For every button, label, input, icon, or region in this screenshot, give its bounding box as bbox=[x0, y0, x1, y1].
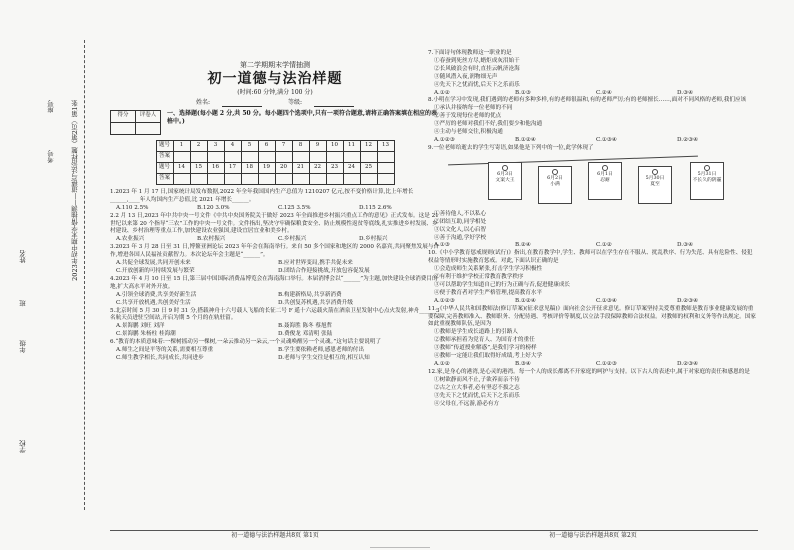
answer-option[interactable]: D.②③④ bbox=[677, 361, 699, 367]
tag-hole-icon bbox=[502, 165, 508, 171]
statement-item: ①树欲静而风不止,子欲养而亲不待 bbox=[434, 376, 520, 383]
answer-option[interactable]: B.①③ bbox=[515, 89, 531, 96]
answer-option[interactable]: B.③④ bbox=[515, 361, 531, 367]
school-label: 学校 bbox=[19, 440, 27, 453]
statement-item: ④父母在,不远游,游必有方 bbox=[434, 400, 500, 407]
answer-option[interactable]: A.①② bbox=[434, 361, 450, 367]
answer-cell[interactable] bbox=[326, 151, 343, 162]
question bbox=[428, 50, 758, 97]
page-footer-left: 初一道德与法治样题共8页 第1页 bbox=[110, 530, 440, 540]
tag-hole-icon bbox=[652, 169, 658, 175]
question-stem: 6.“教育的本质意味着:一棵树摇动另一棵树,一朵云推动另一朵云,一个灵魂唤醒另一个灵魂。”这句话主要说明了 bbox=[110, 339, 382, 346]
answer-option[interactable]: D.团结合作迎接挑战,开放包容促发展 bbox=[278, 267, 370, 274]
statement-item: ①教师是学生成长道路上的引路人 bbox=[434, 329, 518, 336]
statement-item: ①承认并接纳每一位老师的不同 bbox=[434, 105, 513, 112]
statement-item: ③随风潜入夜,润物细无声 bbox=[434, 73, 498, 80]
question-number-cell: 17 bbox=[224, 162, 241, 173]
question bbox=[110, 213, 440, 245]
answer-option[interactable]: B.农村振兴 bbox=[197, 236, 226, 243]
answer-cell[interactable] bbox=[224, 151, 241, 162]
answer-label: 答案 bbox=[156, 151, 173, 162]
question-stem: 8.小明在学习中发现,我们遇到的老师有多种多样,有的老师很温和,有的老师严厉;有的老师擅长……,面对不同风格的老师,我们应该 bbox=[428, 97, 747, 104]
question-number-label: 题号 bbox=[156, 162, 173, 173]
tag-rope bbox=[448, 155, 698, 165]
teacher-tags-illustration bbox=[428, 156, 758, 208]
answer-option[interactable]: A.引领全球消费,共享美好新生活 bbox=[116, 291, 197, 298]
answer-cell[interactable] bbox=[173, 151, 190, 162]
question bbox=[428, 306, 758, 369]
answer-cell[interactable] bbox=[258, 173, 275, 184]
answer-option[interactable]: C.①③④ bbox=[596, 297, 617, 304]
answer-option[interactable]: C.景海鹏 朱杨柱 桂海潮 bbox=[116, 331, 176, 338]
statement-item: ②善于发现每位老师的优点 bbox=[434, 113, 502, 120]
question-number-cell: 24 bbox=[343, 162, 360, 173]
answer-option[interactable]: B.120 3.0% bbox=[197, 204, 230, 211]
question-number-cell: 16 bbox=[207, 162, 224, 173]
statement-item: ③可以帮助学生知道自己的行为正确与否,促进健康成长 bbox=[434, 281, 571, 288]
answer-option[interactable]: A.①② bbox=[434, 89, 450, 96]
question-number-cell: 20 bbox=[275, 162, 292, 173]
answer-option[interactable]: C.乡村振兴 bbox=[278, 236, 307, 243]
answer-option[interactable]: C.①③④ bbox=[596, 136, 617, 143]
question-number-cell: 19 bbox=[258, 162, 275, 173]
answer-option[interactable]: D.②③④ bbox=[677, 136, 699, 143]
statement-item: ④便于教育者对学生严格管理,提高教育水平 bbox=[434, 289, 543, 296]
statement-item: ③以文化人,以心启智 bbox=[434, 226, 487, 233]
question-number-cell bbox=[377, 162, 394, 173]
question bbox=[110, 189, 440, 213]
message-tag bbox=[538, 166, 572, 204]
statement-item: ②教师承担着为党育人、为国育才的重任 bbox=[434, 337, 535, 344]
question-number-label: 题号 bbox=[156, 140, 173, 151]
message-tag bbox=[690, 162, 724, 200]
answer-option[interactable]: C.师生教学相长,共同成长,共同进步 bbox=[116, 354, 204, 361]
answer-cell[interactable] bbox=[275, 173, 292, 184]
answer-option[interactable]: A.110 2.5% bbox=[116, 204, 149, 211]
question bbox=[110, 339, 440, 363]
statement-item: ③教师“传道授业解惑”,是我们学习的榜样 bbox=[434, 345, 537, 352]
answer-cell[interactable] bbox=[377, 151, 394, 162]
question-stem: 11.《中华人民共和国教师法(修订草案)(征求意见稿)》面向社会公开征求意见。修订草案坚持关爱尊重教师是教育事业健康发展的重要保障,完善教师准入、教师职务、分配待遇、考核评价等制度,以立法手段保障教师合法权益。对教师的权利和义务等作出规定。国家如此重视教师队伍,是因为 bbox=[428, 305, 756, 328]
answer-option[interactable]: D.乡村振兴 bbox=[359, 236, 388, 243]
answer-cell[interactable] bbox=[190, 173, 207, 184]
statement-item: ①会造成师生关系紧张,打击学生学习积极性 bbox=[434, 266, 543, 273]
question-stem: 10.《中小学教育惩戒规则(试行)》指出,在教育教学中,学生、教师可以在学生存在不服从、扰乱秩序、行为失范、具有危险性、侵犯权益等情形时实施教育惩戒。对此,下面认识正确的是 bbox=[428, 250, 753, 265]
message-tag bbox=[488, 162, 522, 200]
grade-label: 等级: bbox=[287, 99, 302, 106]
seal-line-text: 2023年初中期末学情抽测——道德与法治样题（第2页）第1张 bbox=[71, 100, 79, 281]
binding-margin bbox=[0, 0, 110, 550]
question-number-cell: 9 bbox=[309, 140, 326, 151]
question-number-cell: 11 bbox=[343, 140, 360, 151]
question bbox=[110, 244, 440, 276]
answer-cell[interactable] bbox=[292, 151, 309, 162]
statement-item: ③严厉的老师对我们不好,我们要少和他沟通 bbox=[434, 121, 543, 128]
answer-option[interactable]: B.构建新格局,共享新消费 bbox=[278, 291, 342, 298]
answer-cell[interactable] bbox=[241, 151, 258, 162]
answer-option[interactable]: A.师生之间是平等的关系,需要相互尊重 bbox=[116, 347, 214, 354]
question-stem: 5.北京时间 5 月 30 日 9 时 31 分,搭载神舟十六号载人飞船的长征二号 F 遥十六运载火箭在酒泉卫星发射中心点火发射,神舟______3 名航天员进驻空间站,开启为期 5 个月的在轨驻留。 bbox=[110, 307, 440, 322]
answer-cell[interactable] bbox=[258, 151, 275, 162]
message-tag bbox=[638, 166, 672, 204]
question-number-cell: 23 bbox=[326, 162, 343, 173]
question bbox=[428, 250, 758, 305]
statement-item: ③先天下之忧而忧,后天下之乐而乐 bbox=[434, 392, 520, 399]
name-label: 姓名 bbox=[19, 250, 27, 263]
question-number-cell: 13 bbox=[377, 140, 394, 151]
answer-option[interactable]: B.②④ bbox=[515, 242, 531, 249]
option-list bbox=[428, 298, 758, 306]
seal-dashed-line bbox=[84, 40, 85, 510]
question-number-cell: 14 bbox=[173, 162, 190, 173]
statement-item: ②古之立大事者,必有坚忍不拔之志 bbox=[434, 384, 520, 391]
answer-cell[interactable] bbox=[326, 173, 343, 184]
question-number-cell: 22 bbox=[309, 162, 326, 173]
answer-cell[interactable] bbox=[309, 151, 326, 162]
question-stem: 2.2 月 13 日,2023 年中共中央一号文件《中共中央国务院关于做好 2023 年全面推进乡村振兴重点工作的意见》正式发布。这是 21 世纪以来第 20 个指导“三农”工作的中央一号文件。文件指出,坚决守牢确保粮食安全、防止规模性返贫等底线,扎实推进乡村发展、乡村建设、乡村治理等重点工作,加快建设农业强国,建设宜居宜业和美乡村。 bbox=[110, 212, 439, 235]
answer-cell[interactable] bbox=[224, 173, 241, 184]
question bbox=[428, 97, 758, 144]
answer-option[interactable]: A.景海鹏 刘旺 刘洋 bbox=[116, 323, 165, 330]
answer-cell[interactable] bbox=[377, 173, 394, 184]
right-questions-continued bbox=[428, 211, 758, 409]
score-cell-label: 得分 bbox=[111, 110, 136, 122]
answer-option[interactable]: B.聂海胜 陈冬 蔡旭哲 bbox=[278, 323, 333, 330]
question bbox=[110, 276, 440, 308]
answer-cell[interactable] bbox=[360, 173, 377, 184]
answer-cell[interactable] bbox=[207, 173, 224, 184]
page-2 bbox=[428, 50, 758, 540]
answer-cell[interactable] bbox=[173, 173, 190, 184]
answer-option[interactable]: A.①②③ bbox=[434, 297, 455, 304]
tag-text: 夏至 bbox=[650, 181, 660, 187]
answer-option[interactable]: A.①③ bbox=[434, 242, 450, 249]
exam-no-label: 考号 bbox=[47, 150, 55, 163]
bottom-rule bbox=[370, 547, 430, 548]
question-number-cell: 4 bbox=[224, 140, 241, 151]
statement-item: ④教师一定能让我们取得好成绩,考上好大学 bbox=[434, 353, 543, 360]
question-stem: 1.2023 年 1 月 17 日,国家统计局发布数据,2022 年全年我国国内生产总值为 1210207 亿元,按不变价格计算,比上年增长______,____年人均国内生产总值,比 2021 年增长______。 bbox=[110, 188, 414, 203]
tag-date: 6月2日 bbox=[547, 175, 563, 181]
option-list bbox=[110, 205, 440, 213]
score-cell[interactable] bbox=[111, 122, 136, 134]
page-1 bbox=[110, 50, 440, 540]
question bbox=[110, 308, 440, 340]
question-number-cell: 21 bbox=[292, 162, 309, 173]
seat-no-label: 座号 bbox=[47, 100, 55, 113]
question-number-cell: 25 bbox=[360, 162, 377, 173]
answer-cell[interactable] bbox=[343, 151, 360, 162]
statement-item: ①善待他人,不以私心 bbox=[434, 210, 487, 217]
grade-label: 年级 bbox=[19, 340, 27, 353]
exam-title: 初一道德与法治样题 bbox=[207, 71, 343, 87]
question-number-cell: 3 bbox=[207, 140, 224, 151]
score-box bbox=[110, 110, 161, 135]
tag-text: 不长久的阴霾 bbox=[692, 177, 722, 183]
answer-cell[interactable] bbox=[275, 151, 292, 162]
section-heading: 一、选择题(每小题 2 分,共 50 分。每小题四个选项中,只有一项符合题意,请将正确答案填在相应的表格中。) bbox=[167, 109, 437, 125]
option-list bbox=[428, 361, 758, 369]
answer-option[interactable]: C.①②③ bbox=[596, 361, 617, 367]
answer-cell[interactable] bbox=[292, 173, 309, 184]
answer-cell[interactable] bbox=[360, 151, 377, 162]
statement-item: ④善于沟通,学好学校 bbox=[434, 234, 487, 241]
question-number-cell: 10 bbox=[326, 140, 343, 151]
answer-cell[interactable] bbox=[241, 173, 258, 184]
question-stem: 4.2023 年 4 月 10 日至 15 日,第三届中国国际消费品博览会在海南海口举行。本届消博会以“______”为主题,加快建设全球消费目的地,扩大高水平对外开放。 bbox=[110, 275, 438, 290]
question-number-cell: 7 bbox=[275, 140, 292, 151]
right-questions bbox=[428, 50, 758, 153]
answer-table bbox=[156, 140, 395, 185]
name-grade-row bbox=[110, 99, 440, 107]
question-number-cell: 6 bbox=[258, 140, 275, 151]
grader-cell-label: 评卷人 bbox=[136, 110, 161, 122]
question bbox=[428, 369, 758, 409]
tag-text: 小满 bbox=[550, 181, 560, 187]
question-number-cell: 2 bbox=[190, 140, 207, 151]
grader-cell[interactable] bbox=[136, 122, 161, 134]
message-tag bbox=[588, 162, 622, 200]
tag-hole-icon bbox=[552, 169, 558, 175]
answer-label: 答案 bbox=[156, 173, 173, 184]
answer-option[interactable]: B.应对世界变局,携手共促未来 bbox=[278, 260, 353, 267]
name-label: 姓名: bbox=[196, 99, 211, 106]
option-list bbox=[110, 323, 440, 339]
statement-item: ④主动与老师交往,积极沟通 bbox=[434, 129, 503, 136]
left-questions bbox=[110, 189, 440, 363]
tag-hole-icon bbox=[602, 165, 608, 171]
question-number-cell: 18 bbox=[241, 162, 258, 173]
answer-option[interactable]: B.①②④ bbox=[515, 297, 536, 304]
answer-cell[interactable] bbox=[343, 173, 360, 184]
question-stem: 7.下面诗句体现教师这一职业的是 bbox=[428, 50, 512, 56]
answer-option[interactable]: D.115 2.6% bbox=[359, 204, 392, 211]
answer-option[interactable]: C.②④ bbox=[596, 89, 612, 96]
option-list bbox=[110, 347, 440, 363]
question bbox=[428, 211, 758, 251]
statement-item: ②团结互助,同学相处 bbox=[434, 218, 487, 225]
answer-option[interactable]: D.费俊龙 邓清明 张陆 bbox=[278, 331, 333, 338]
answer-option[interactable]: D.③④ bbox=[677, 242, 694, 249]
tag-date: 6月1日 bbox=[597, 171, 613, 177]
exam-time-info: (时间:60 分钟,满分 100 分) bbox=[237, 89, 313, 96]
option-list bbox=[110, 292, 440, 308]
answer-option[interactable]: C.开放创新的可持续发展与繁荣 bbox=[116, 267, 195, 274]
question-stem: 12.家,是身心的港湾,是心灵的港湾。每一个人的成长都离不开家庭的呵护与支持。以下古人的表述中,属于对家庭的责任和感恩的是 bbox=[428, 368, 750, 375]
answer-option[interactable]: A.①②③ bbox=[434, 136, 455, 143]
tag-text: 文案大王 bbox=[495, 177, 515, 183]
page-footer-right: 初一道德与法治样题共8页 第2页 bbox=[428, 530, 758, 540]
question bbox=[428, 145, 758, 153]
tag-hole-icon bbox=[704, 165, 710, 171]
answer-option[interactable]: A.农业振兴 bbox=[116, 236, 145, 243]
class-label: 班 bbox=[19, 300, 27, 307]
answer-option[interactable]: B.学生要依赖老师,感恩老师的付出 bbox=[278, 347, 364, 354]
answer-cell[interactable] bbox=[207, 151, 224, 162]
question-number-cell: 1 bbox=[173, 140, 190, 151]
question-stem: 9.一位老师给逝去的学生写寄语,如果他是下列中的一位,此学休现了 bbox=[428, 144, 594, 151]
option-list bbox=[428, 137, 758, 145]
answer-option[interactable]: D.老师与学生交往是相互的,相互认知 bbox=[278, 354, 370, 361]
question-number-cell: 15 bbox=[190, 162, 207, 173]
grade-blank[interactable] bbox=[314, 100, 354, 107]
tag-date: 6月3日 bbox=[497, 171, 513, 177]
answer-option[interactable]: D.②③④ bbox=[677, 297, 699, 304]
answer-cell[interactable] bbox=[190, 151, 207, 162]
answer-option[interactable]: C.①② bbox=[596, 242, 612, 249]
question-number-cell: 8 bbox=[292, 140, 309, 151]
answer-option[interactable]: A.共促全球发展,共同开创未来 bbox=[116, 260, 191, 267]
answer-option[interactable]: B.①②④ bbox=[515, 136, 536, 143]
answer-option[interactable]: C.125 3.5% bbox=[278, 204, 311, 211]
statement-item: ④先天下之忧而忧,后天下之乐而乐 bbox=[434, 81, 520, 88]
statement-item: ①春蚕到死丝方尽,蜡炬成灰泪始干 bbox=[434, 57, 520, 64]
answer-option[interactable]: C.共享开放机遇,共创美好生活 bbox=[116, 299, 191, 306]
answer-cell[interactable] bbox=[309, 173, 326, 184]
option-list bbox=[110, 260, 440, 276]
tag-date: 5月31日 bbox=[697, 171, 717, 177]
question-stem: 3.2023 年 3 月 28 日至 31 日,博鳌亚洲论坛 2023 年年会在海南举行。来自 50 多个国家和地区的 2000 名嘉宾,共同聚焦发展与合作,增进各国人民福祉贡献智力。本次论坛年会主题是“______”。 bbox=[110, 244, 439, 259]
answer-option[interactable]: D.共创复苏机遇,共享消费升级 bbox=[278, 299, 353, 306]
statement-item: ②有利于维护学校正常教育教学秩序 bbox=[434, 274, 524, 281]
answer-option[interactable]: D.③④ bbox=[677, 89, 694, 96]
tag-date: 5月30日 bbox=[645, 175, 665, 181]
exam-subtitle: 第二学期期末学情抽测 bbox=[240, 61, 310, 69]
question-number-cell: 12 bbox=[360, 140, 377, 151]
tag-text: 忍耐 bbox=[600, 177, 610, 183]
name-blank[interactable] bbox=[222, 100, 262, 107]
statement-item: ②长风破浪会有时,直挂云帆济沧海 bbox=[434, 65, 520, 72]
question-number-cell: 5 bbox=[241, 140, 258, 151]
